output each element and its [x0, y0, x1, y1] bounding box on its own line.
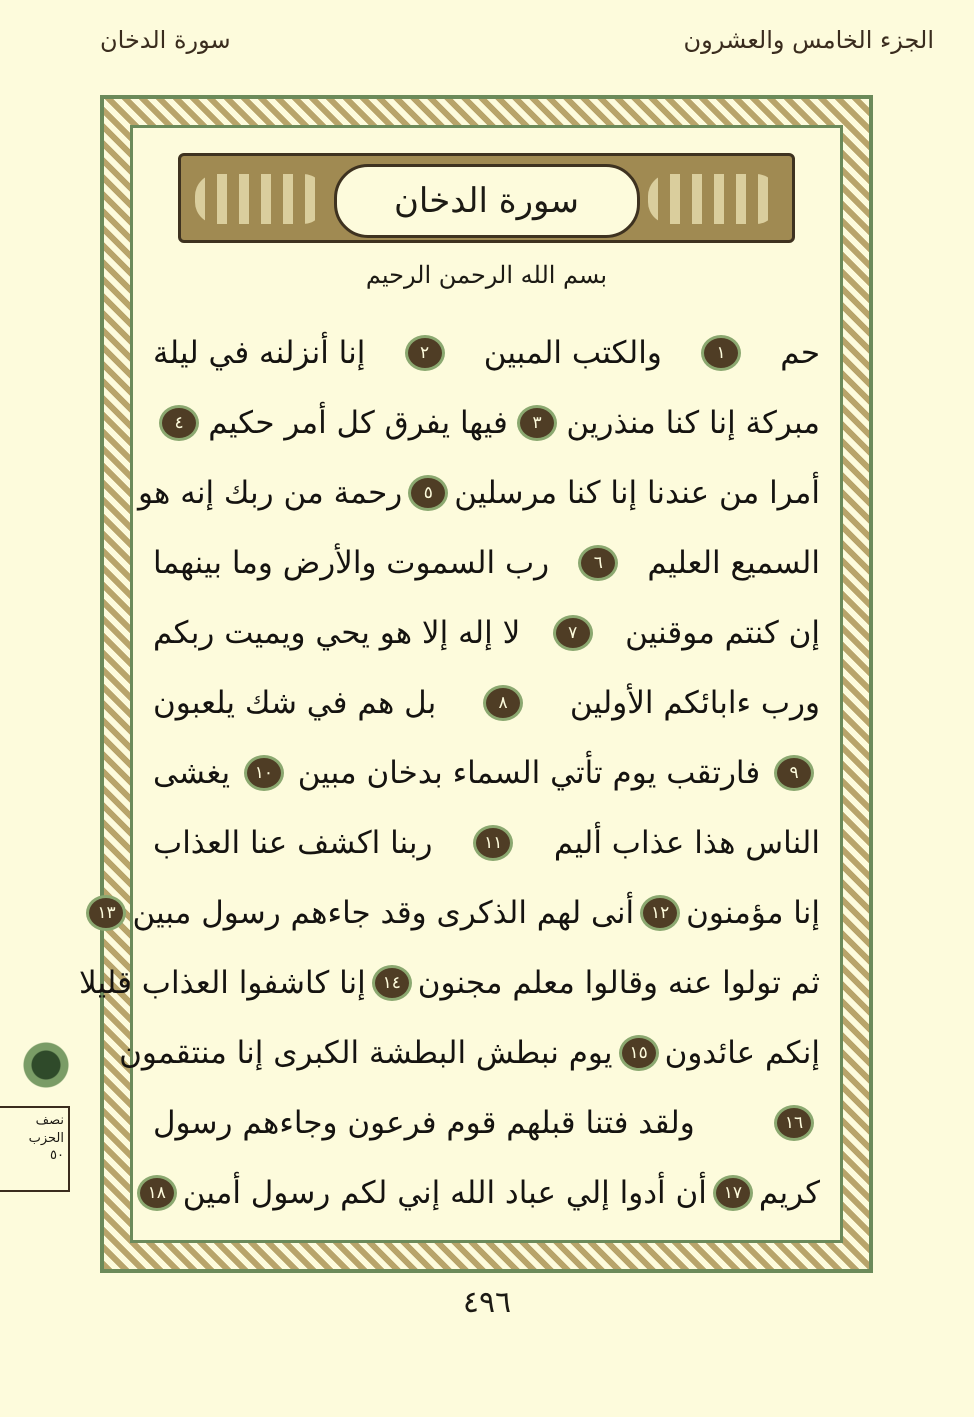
verse-line: [79, 948, 820, 1018]
title-ornament-right: [648, 174, 778, 224]
verse-text: إن كنتم موقنين: [625, 615, 820, 651]
ayah-number-marker: ٤: [159, 405, 199, 441]
verse-text: إنا أنزلنه في ليلة: [153, 335, 366, 371]
hizb-text-label: الحزب: [28, 1130, 64, 1146]
surah-title: سورة الدخان: [334, 164, 640, 238]
verse-text: لا إله إلا هو يحي ويميت ربكم: [153, 615, 521, 651]
surah-title-band: [178, 153, 795, 243]
verse-line: [153, 738, 820, 808]
verse-line: [153, 598, 820, 668]
ayah-number-marker: ٣: [517, 405, 557, 441]
verse-text: ولقد فتنا قبلهم قوم فرعون وجاءهم رسول: [153, 1105, 695, 1141]
verse-line: [153, 1088, 820, 1158]
verse-text: الناس هذا عذاب أليم: [553, 825, 820, 861]
verse-text: إنا مؤمنون: [686, 895, 820, 931]
verse-text: أمرا من عندنا إنا كنا مرسلين: [454, 475, 820, 511]
hizb-text-number: ٥٠: [50, 1148, 64, 1164]
juz-header: الجزء الخامس والعشرون: [683, 26, 934, 54]
ayah-number-marker: ١٨: [137, 1175, 177, 1211]
verse-text: بل هم في شك يلعبون: [153, 685, 437, 721]
hizb-ornament-icon: [16, 1030, 76, 1100]
verse-text: ربنا اكشف عنا العذاب: [153, 825, 433, 861]
verse-text: ثم تولوا عنه وقالوا معلم مجنون: [417, 965, 820, 1001]
ayah-number-marker: ١٧: [713, 1175, 753, 1211]
verse-line: [138, 458, 820, 528]
verse-text: مبركة إنا كنا منذرين: [566, 405, 820, 441]
ayah-number-marker: ١٣: [86, 895, 126, 931]
surah-header: سورة الدخان: [100, 26, 231, 54]
verse-line: [153, 388, 820, 458]
verse-line: [153, 668, 820, 738]
ayah-number-marker: ٩: [774, 755, 814, 791]
ayah-number-marker: ١: [701, 335, 741, 371]
ayah-number-marker: ٢: [405, 335, 445, 371]
hizb-text-half: نصف: [35, 1113, 64, 1128]
verse-text: رب السموت والأرض وما بينهما: [153, 545, 550, 581]
verse-line: [119, 1018, 820, 1088]
basmala: بسم الله الرحمن الرحيم: [365, 261, 608, 289]
verse-text: فيها يفرق كل أمر حكيم: [208, 405, 508, 441]
verse-line: [153, 318, 820, 388]
ayah-number-marker: ١٢: [640, 895, 680, 931]
ayah-number-marker: ١٤: [372, 965, 412, 1001]
verse-text: يغشى: [153, 755, 231, 791]
verse-text-block: [79, 318, 820, 1228]
verse-text: كريم: [758, 1175, 820, 1211]
verse-line: [147, 1158, 820, 1228]
verse-line: [153, 528, 820, 598]
verse-text: فارتقب يوم تأتي السماء بدخان مبين: [297, 755, 761, 791]
page-border: [79, 95, 873, 1273]
hizb-marker: [0, 1030, 90, 1180]
verse-text: رحمة من ربك إنه هو: [138, 475, 403, 511]
ayah-number-marker: ٨: [483, 685, 523, 721]
verse-text: يوم نبطش البطشة الكبرى إنا منتقمون: [119, 1035, 613, 1071]
ayah-number-marker: ١٦: [774, 1105, 814, 1141]
verse-text: والكتب المبين: [483, 335, 662, 371]
verse-text: حم: [780, 335, 820, 371]
ayah-number-marker: ١٠: [244, 755, 284, 791]
ayah-number-marker: ١١: [473, 825, 513, 861]
ayah-number-marker: ٥: [408, 475, 448, 511]
ayah-number-marker: ١٥: [619, 1035, 659, 1071]
hizb-label: [0, 1106, 70, 1192]
verse-text: ورب ءابائكم الأولين: [569, 685, 820, 721]
text-frame: [79, 125, 843, 1243]
verse-text: إنكم عائدون: [664, 1035, 820, 1071]
verse-text: إنا كاشفوا العذاب قليلا: [79, 965, 366, 1001]
verse-text: أن أدوا إلي عباد الله إني لكم رسول أمين: [182, 1175, 707, 1211]
title-ornament-left: [195, 174, 325, 224]
ayah-number-marker: ٧: [553, 615, 593, 651]
verse-text: أنى لهم الذكرى وقد جاءهم رسول مبين: [132, 895, 635, 931]
ayah-number-marker: ٦: [578, 545, 618, 581]
verse-line: [153, 808, 820, 878]
page-number: ٤٩٦: [462, 1285, 512, 1320]
verse-text: السميع العليم: [647, 545, 820, 581]
verse-line: [97, 878, 820, 948]
